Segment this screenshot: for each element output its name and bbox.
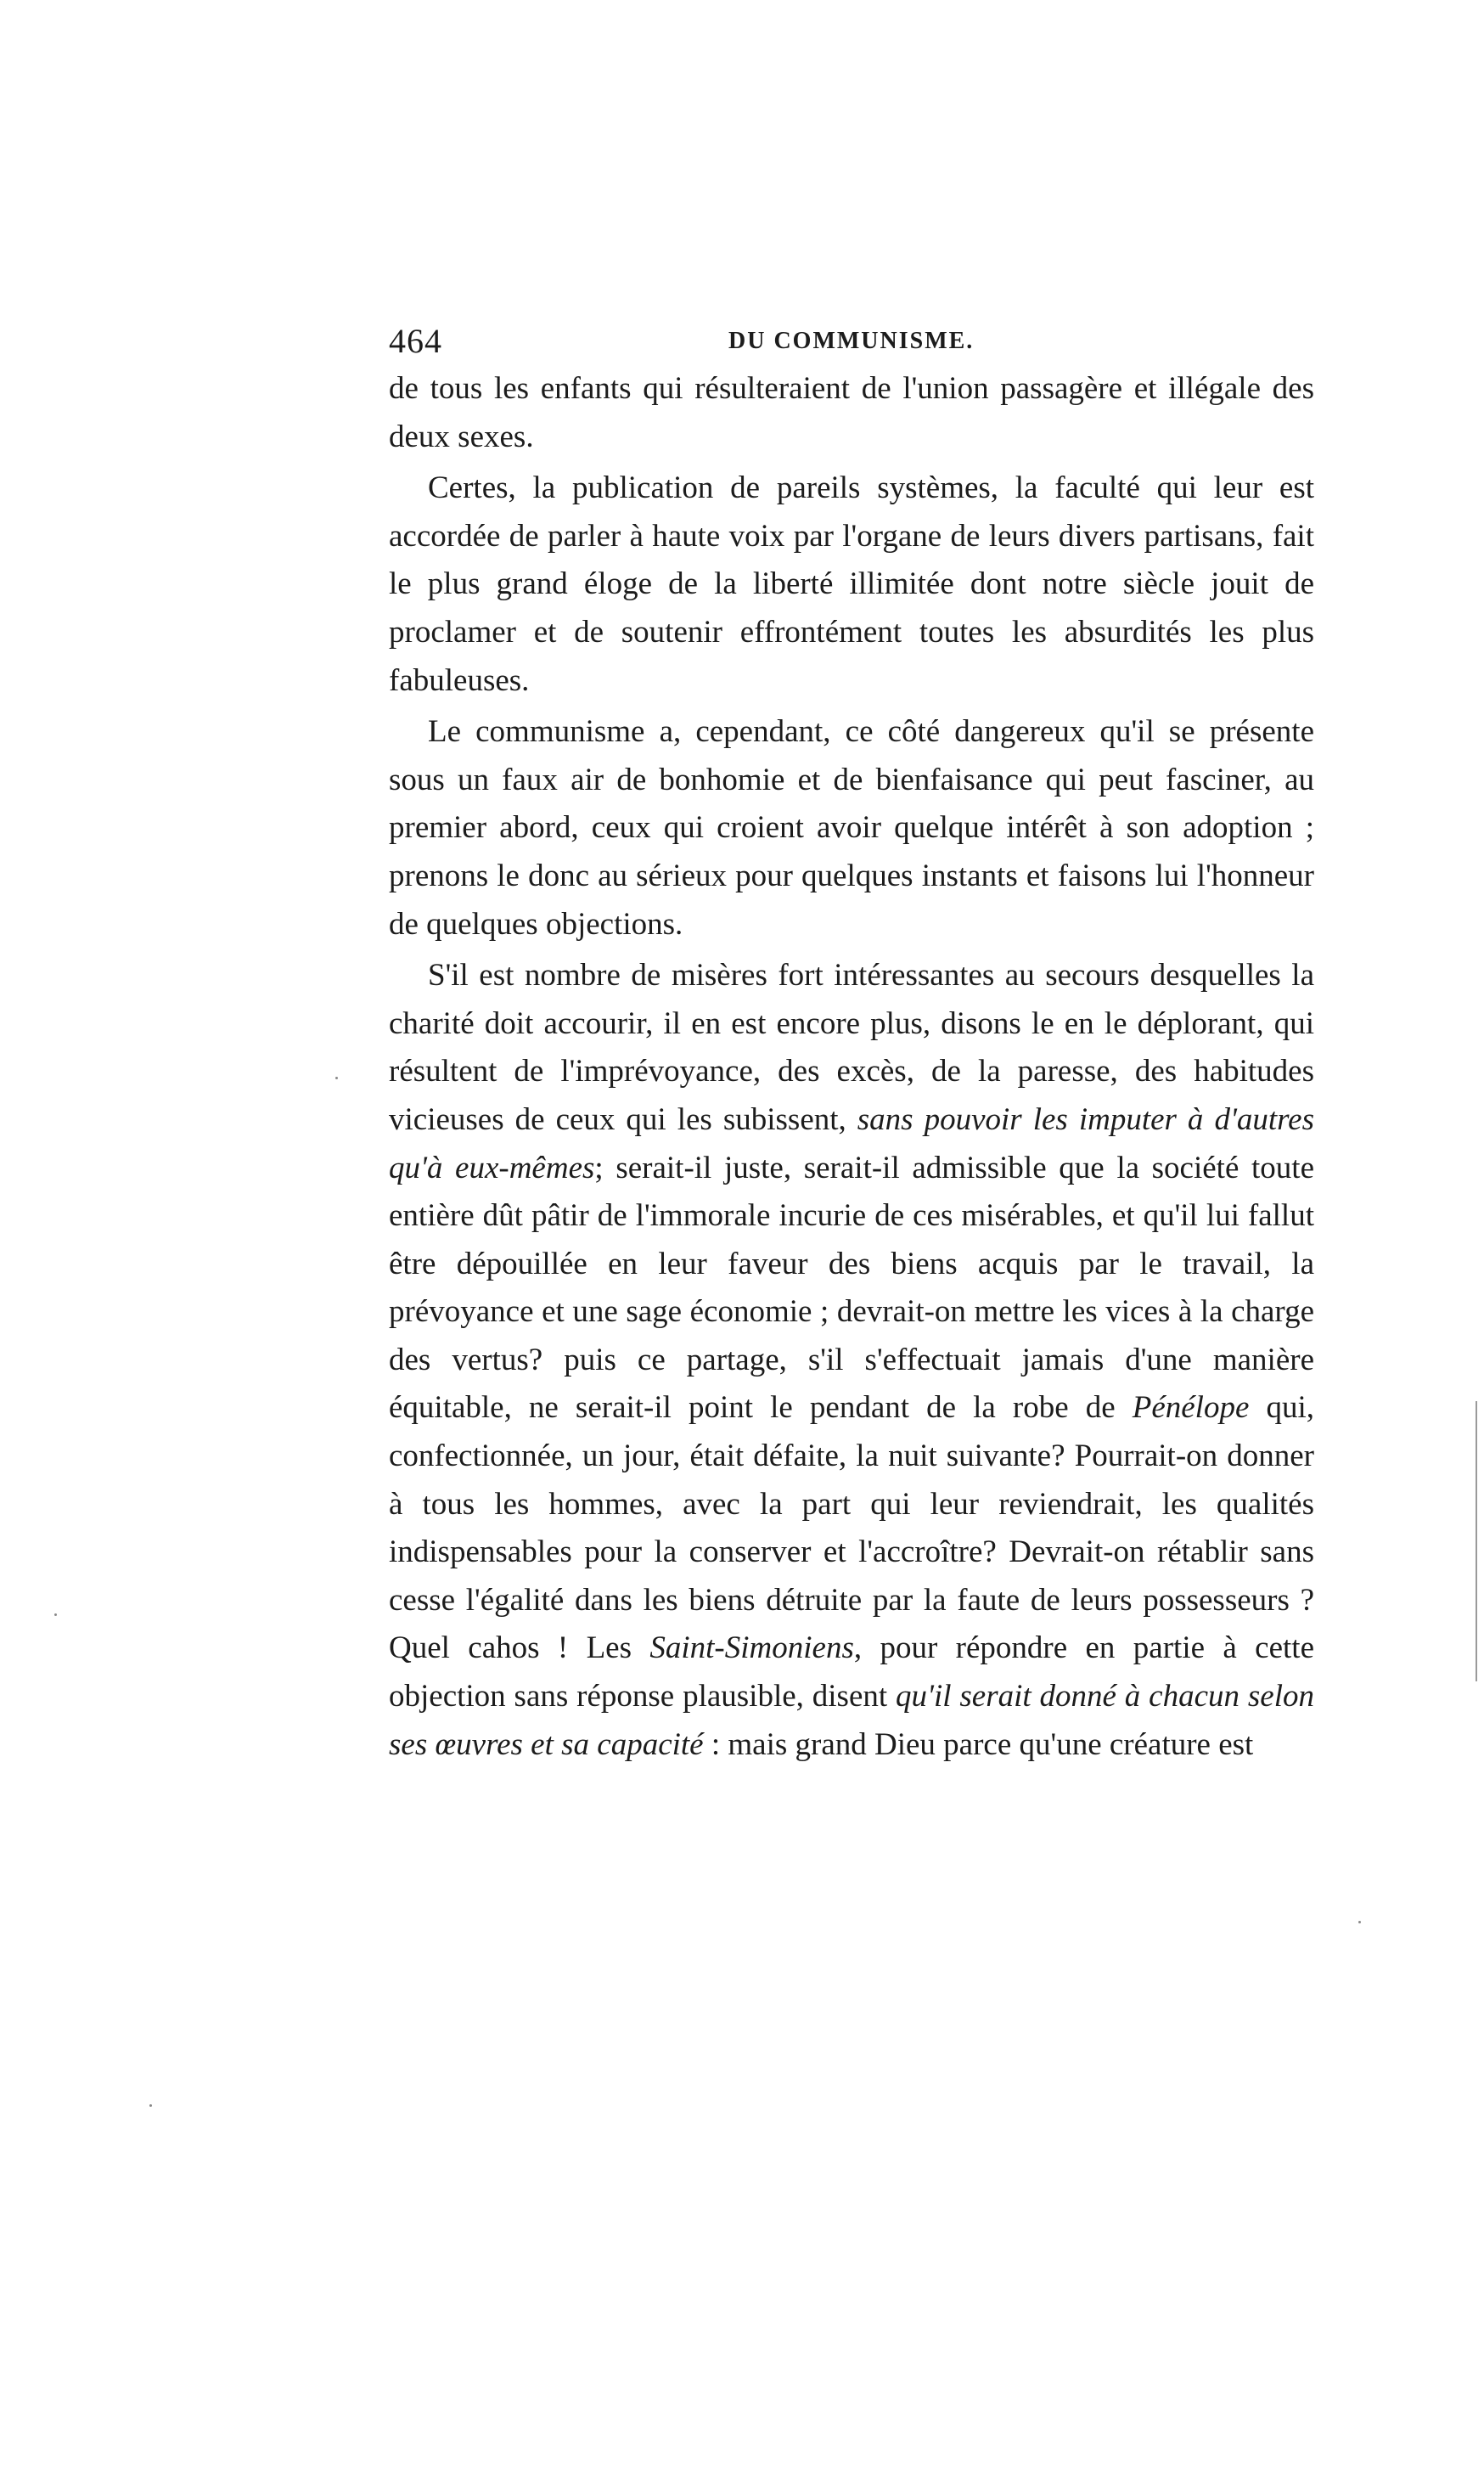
paragraph-4-text-c: ; serait-il juste, serait-il admissible que la société toute entière dût pâtir de l'immorale incurie de ces misérables, et qu'il lui fallut être dépouillée en leur faveur des biens acquis par le travail, la prévoyance et une sage économie ; devrait-on mettre les vices à la charge des vertus? puis ce partage, s'il s'effectuait jamais d'une manière équitable, ne serait-il point le pendant de la robe de	[389, 1150, 1315, 1426]
body-text	[389, 365, 1314, 1769]
scan-margin-line	[1476, 1401, 1477, 1681]
paragraph-4-text-a: S'il est nombre de misères fort intéressantes au secours desquelles la charité doit accourir, il en est encore plus, disons le en le déplorant, qui résultent de l'imprévoyance, des excès, de la paresse, des habitudes vicieuses de ceux qui les subissent,	[389, 958, 1314, 1137]
paragraph-4-text-i: : mais grand Dieu parce qu'une créature est	[703, 1726, 1254, 1762]
paragraph-4	[389, 952, 1314, 1769]
paragraph-4-text-e: qui, confectionnée, un jour, était défaite, la nuit suivante? Pourrait-on donner à tous les hommes, avec la part qui leur reviendrait, les qualités indispensables pour la conserver et l'accroître? Devrait-on rétablir sans cesse l'égalité dans les biens détruite par la faute de leurs possesseurs ? Quel cahos ! Les	[389, 1390, 1314, 1666]
scan-speck	[149, 2104, 152, 2107]
penelope-name: Pénélope	[1132, 1390, 1250, 1426]
paragraph-1: de tous les enfants qui résulteraient de l'union passagère et illégale des deux sexes.	[389, 371, 1314, 454]
scan-speck	[335, 1077, 338, 1079]
saint-simoniens-name: Saint-Simoniens	[649, 1630, 854, 1666]
scan-speck	[54, 1613, 57, 1616]
scan-speck	[1358, 1921, 1361, 1923]
running-title: DU COMMUNISME.	[728, 328, 975, 354]
page-number: 464	[389, 322, 442, 360]
paragraph-3: Le communisme a, cependant, ce côté dangereux qu'il se présente sous un faux air de bonhomie et de bienfaisance qui peut fasciner, au premier abord, ceux qui croient avoir quelque intérêt à son adoption ; prenons le donc au sérieux pour quelques instants et faisons lui l'honneur de quelques objections.	[389, 714, 1314, 942]
paragraph-4-italic-quote: qu'il serait donné à chacun selon ses œuvres et sa capacité	[389, 1679, 1314, 1762]
paragraph-4-text-g: , pour répondre en partie à cette objection sans réponse plausible, disent	[389, 1630, 1314, 1714]
paragraph-2: Certes, la publication de pareils systèmes, la faculté qui leur est accordée de parler à haute voix par l'organe de leurs divers partisans, fait le plus grand éloge de la liberté illimitée dont notre siècle jouit de proclamer et de soutenir effrontément toutes les absurdités les plus fabuleuses.	[389, 470, 1314, 698]
running-head	[389, 321, 1314, 363]
paragraph-4-italic-b: sans pouvoir les imputer à d'autres qu'à eux-mêmes	[389, 1101, 1314, 1185]
